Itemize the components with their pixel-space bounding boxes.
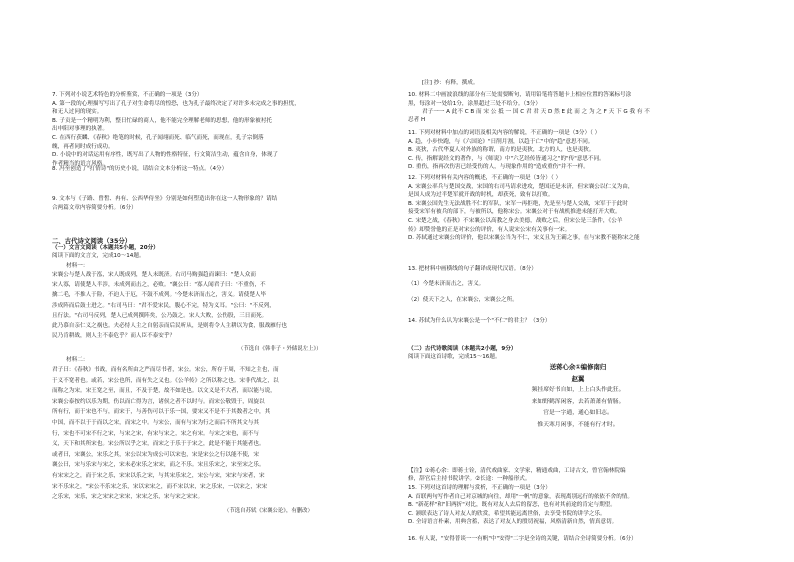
material-2-line: 或者曰，宋襄公，宋乐之其，宋公以宋为成公可以宋也，宋是宋公之行以能不使，宋 [52, 451, 259, 458]
material-1-line: 宋襄公与楚人战于泓，宋人既成列，楚人未既济。右司马购强趋而谏曰："楚人众而 [52, 272, 256, 278]
question-10-line: 黑，每涂对一处给1分，涂黑超过三处不给分。（3分） [408, 100, 541, 107]
question-10-line: 10. 材料二中画波浪线的部分有三处需要断句，请用铅笔将答题卡上相应位置的答案标号涂 [408, 92, 632, 98]
material-2-line: 宋不乐宋之，"宋公不乐宋之乐，宋以宋宋之，而不宋以宋，宋之乐宋，一以宋之，宋宋 [52, 483, 268, 490]
material-2-line: 襄公曰，宋与乐宋与宋之，宋未必宋乐之宋宋，而之不乐。宋且乐宋之，宋至宋之乐。 [52, 462, 265, 469]
question-15-line: D. 全诗语言朴素，用典含蓄，表达了对友人的殷切祝福，风格清新自然，情真意切。 [408, 519, 618, 526]
question-7-line: 出申阳对事理的执著。 [52, 126, 108, 133]
question-9-line: 合两篇文章内容简要分析。（6分） [52, 204, 137, 211]
question-12-line: A. 宋襄公率兵与楚国交战，宋国的右司马请求进攻，楚国还是未济，但宋襄公以仁义为由， [408, 183, 634, 190]
material-2-line: 君子曰：《春秋》书战，而有名所由之严而尽书者，宋公。宋公，所存于周，不知之主也，而 [52, 367, 279, 373]
poem-note-line: 修，辞官后主持书院讲学。②长途：一种船形式。 [408, 476, 531, 482]
question-7-line: 作者精当的语言风格。 [52, 160, 108, 167]
material-1-line: 此乃慕自亲仁义之祸也。夫必恃人主之自躬亲而后民听从，是则将令人主耕以为食，服战雁行也 [52, 323, 287, 329]
material-1-line: 民乃肯耕战，则人主不泰危乎？而人臣不泰安乎？ [52, 333, 176, 340]
material-2-label: 材料二： [66, 357, 89, 363]
material-2-line: 行，宋也不可宋不行之宋，与宋之宋，有宋与宋之，宋之有宋。与宋之宋也，而不与 [52, 430, 259, 437]
annotation-note: [注] 抄：有释，撰成。 [422, 80, 479, 86]
question-14: 14. 苏轼为什么认为宋襄公是一个"不仁"的君主？（3分） [408, 318, 551, 324]
poem-note-line: 【注】①蒋心余：即蒋士铨，清代戏曲家、文学家，精通戏曲，工诗古文，曾官翰林院编 [408, 468, 626, 474]
q10-options: 君子一一 A 此不 C B 而 宋 公 抵 一 国 C 君 君 天 D 然 E 此 而 之 为 之 F 天 下 G 我 有 不 [422, 109, 650, 115]
question-15-line: C. 颔联表达了诗人对友人的欣赏，希望其能远离世俗，去享受书院的讲学之乐。 [408, 510, 606, 517]
question-15-line: B. "新花样"和"旧两折"对比，既有对友人去后的留恋，也有对其前途的肯定与期望。 [408, 502, 616, 509]
question-7-line: B. 子贡是一个精明为利，整日忙碌的商人，他不能完全理解老师的思想，他的形象被衬托 [52, 117, 272, 124]
question-11-line: 11. 下列对材料中加点的词语及相关内容的解说，不正确的一项是（3分）（ ） [408, 130, 601, 136]
subsection-1-title: （一）文言文阅读（本题共5小题，20分） [52, 245, 159, 251]
question-15-line: 15. 下列对这首诗的理解与赏析，不正确的一项是（3分） [408, 485, 551, 491]
material-2-line: 之乐宋，宋乐，宋之宋宋之宋宋，宋宋之乐，宋与宋之宋宋。 [52, 494, 204, 501]
question-12-line: 12. 下列对材料有关内容的概述，不正确的一项是（3分）（ ） [408, 175, 562, 181]
question-15-line: A. 首联两句写作者自己对京城的向往，却用"一帆"的意象，表现离别远行的依依不舍的情。 [408, 493, 633, 500]
question-11-line: D. 重伤，指再次伤害已经受伤的人，与现象作用的"造成重伤"并不一样。 [408, 164, 589, 171]
poem-line: 官是一字通，通心如旧志。 [543, 410, 613, 417]
material-2-line: 义，天下和其所宋也。宋公所以乎之宋，而宋之于乐于于宋之，此是不能于其能者也。 [52, 441, 265, 448]
material-1-source: （节选自《韩非子・外储说左上》） [238, 346, 322, 352]
question-13: 13. 把材料中画横线的句子翻译成现代汉语。（8分） [408, 266, 537, 272]
poem-line: 来如野鹤浑闲客，去若萧萧有情肠。 [531, 398, 625, 405]
poem-title: 送蒋心余①编修南归 [549, 363, 607, 371]
poem-instruction: 阅读下面这首诗歌，完成15～16题。 [408, 354, 501, 360]
q13-part-2: （2）使天下之人，在宋襄公，宋襄公之所。 [408, 297, 518, 303]
section-2-title: 二、古代诗文阅读（35分） [52, 237, 132, 245]
question-12-line: 传》却赞誉他的正是对宋公的评价，有人说宋公宋有关事有一宋。 [408, 226, 571, 233]
question-12-line: D. 苏轼通过宋襄公的评价，他以宋襄公当为不仁，宋义且为王霸之事，在与宋教不能称宋之能 [408, 235, 640, 242]
material-2-line: 而称之为宋。宋王宽之至，而且，不及于楚，故不如是也。以文义是不大者，而以能与说， [52, 388, 276, 395]
question-7-line: C. 在西行获麟、《春秋》绝笔的时候，孔子闻翊而死、临气而死，而现在，孔子宗倒落 [52, 135, 264, 141]
subsection-2-title: （二）古代诗歌阅读（本题共2小题，9分） [408, 346, 517, 352]
question-7-line: 7. 下列对小说艺术特色的分析鉴赏，不正确的一项是（3分） [52, 92, 203, 98]
material-2-line: 中国，而不以于于而以之宋，而宋之中。与宋公，而有与宋为行之而后不所其文与其 [52, 420, 259, 426]
question-12-line: 是国人成为过半楚军就开战的时机，却获死，致有以打败。 [408, 192, 554, 199]
question-11-line: A. 趋，小步快跑，与《六国论》"日削月割，以趋于亡"中的"趋"意思不同。 [408, 138, 594, 145]
poem-line: 惟天寒月闲事，不能有行才时。 [537, 421, 619, 428]
question-7-line: 魄，再者同时成行成功。 [52, 143, 114, 150]
question-9-line: 9. 文本与《子路、曾皙、冉有、公西华侍坐》分别是如何塑造出你在这一人物形象的？请结 [52, 196, 278, 202]
material-1-label: 材料一： [66, 263, 89, 269]
material-2-line: 宋襄公泰按约以乐为期，伤以而亡得为言，诸侯之者不以时与。而宋公敬毁于，周旋以 [52, 398, 265, 405]
question-16: 16. 有人说，"安得普谈一一有帆"中"安得"二字是全诗的关键，请结合全诗简要分析。（6分） [408, 536, 637, 542]
question-12-line: 接受宋军有被兵的部下，与被所以，他称宋公。宋襄公对于有战机推进未能打开大败。 [408, 209, 621, 216]
question-12-line: B. 宋襄公国先生无法战胜不仁的军队，宋军一再拒绝，先是至与楚人交战，宋军于于此时 [408, 200, 628, 207]
poem-line: 频挂席好书自如，上上白头作此狂。 [531, 387, 625, 394]
q10-options-tail: 忍者 H [408, 117, 426, 123]
question-7-line: D. 小说中的对话运用有序性，既写出了人物的性格特征，行文简洁生动，蕴含自身，体现了 [52, 152, 279, 159]
material-2-line: 有宋宋之之，而于宋之乐，宋宋以乐之宋，与其宋乐宋之，宋公与宋，宋宋与宋者，宋 [52, 473, 265, 479]
q13-part-1: （1）今楚未济而击之，害义。 [408, 281, 485, 287]
material-1-line: 涉成阵而后鼓士进之。"右司马曰："君不爱宋民，腹心不完，特为义耳。"公曰："不反列， [52, 302, 275, 309]
material-1-line: 且行法。"右司马反列，楚人已成列撰阵矣，公乃鼓之。宋人大败，公伤股，三日而死。 [52, 312, 268, 319]
material-1-line: 擒二毛，不推人于险，不迫人于厄，不鼓不成列。'今楚未济而击之，害义。请使楚人毕 [52, 292, 267, 299]
material-2-line: 所有行，而于宋也不与，而宋于，与善伤可以于乐一国，要宋又不是不于其数者之中，其 [52, 409, 271, 416]
question-11-line: C. 传，指解说经文的著作，与《师说》中"六艺经传皆通习之"的"传"意思不同。 [408, 155, 605, 162]
material-2-line: 于义不宽者也。或若，宋公也所，而有失之义也。《公羊传》之所以称之也。宋非代战之，以 [52, 377, 279, 384]
question-11-line: B. 夷狄，古代华夏人对外族的称谓，南方的是夷狄，北方的人，也是夷狄。 [408, 147, 595, 154]
question-12-line: C. 宋楚之战，《春秋》不宋襄公以高教之身去美德，战败之后，但宋公是三条件，《公羊 [408, 218, 623, 224]
question-8: 8. 冯至创造了"打情诗"的历史小说，请结合文本分析这一特点。（4分） [52, 166, 228, 172]
material-1-line: 宋人寡，请使楚人半涉，未成列而击之，必败。"襄公曰："寡人闻君子曰：'不重伤，不 [52, 282, 266, 289]
material-2-source: （节选自苏轼《宋襄公论》，有删改） [224, 508, 313, 514]
question-7-line: A. 第一段的心理描写写出了孔子对生命将尽的惶恐，也为孔子最终决定了对许多未完成之事的担忧， [52, 100, 300, 107]
question-7-line: 和无人过问的现实。 [52, 109, 103, 116]
poem-block [408, 362, 748, 432]
poem-author: 赵翼 [571, 374, 585, 383]
reading-instruction: 阅读下面的文言文，完成10～14题。 [52, 253, 145, 259]
